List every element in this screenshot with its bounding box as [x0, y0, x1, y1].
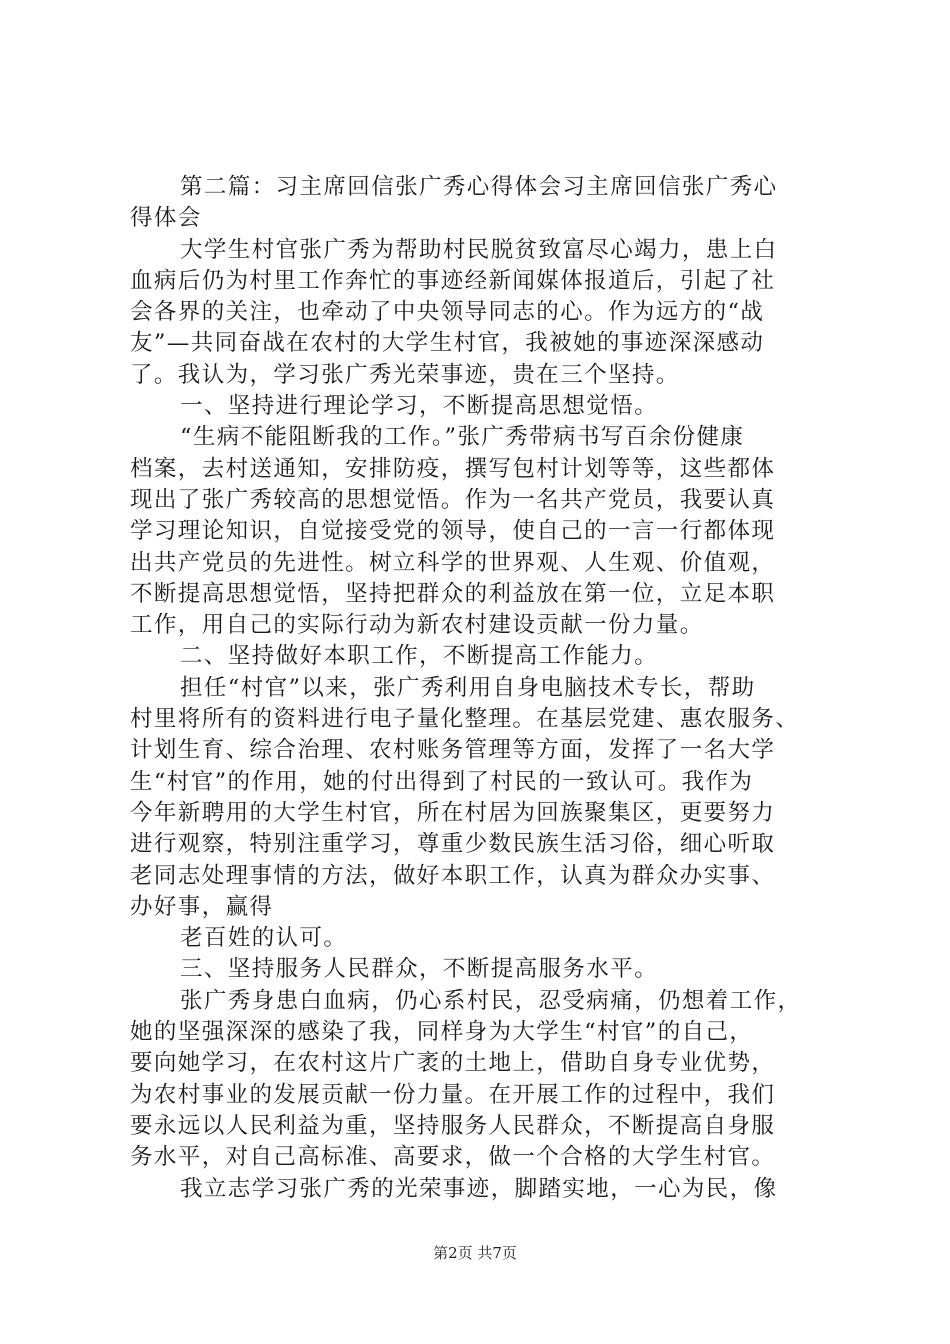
- paragraph-line: 务水平，对自己高标准、高要求，做一个合格的大学生村官。: [130, 1144, 776, 1171]
- paragraph-line: 老百姓的认可。: [180, 925, 348, 952]
- point-heading-2: 二、坚持做好本职工作，不断提高工作能力。: [180, 643, 659, 670]
- paragraph-line: 档案，去村送通知，安排防疫，撰写包村计划等等，这些都体: [130, 455, 776, 482]
- document-body: [130, 172, 832, 1205]
- point-heading-3: 三、坚持服务人民群众，不断提高服务水平。: [180, 956, 659, 983]
- paragraph-line: 学习理论知识，自觉接受党的领导，使自己的一言一行都体现: [130, 518, 776, 545]
- paragraph-line: 生“村官”的作用，她的付出得到了村民的一致认可。我作为: [130, 768, 754, 795]
- paragraph-line: 老同志处理事情的方法，做好本职工作，认真为群众办实事、: [130, 862, 776, 889]
- paragraph-line: 她的坚强深深的感染了我，同样身为大学生“村官”的自己，: [130, 1019, 754, 1046]
- paragraph-line: 我立志学习张广秀的光荣事迹，脚踏实地，一心为民，像: [180, 1175, 778, 1202]
- paragraph-line: 不断提高思想觉悟，坚持把群众的利益放在第一位，立足本职: [130, 580, 776, 607]
- paragraph-line: 会各界的关注，也牵动了中央领导同志的心。作为远方的“战: [130, 299, 765, 326]
- paragraph-line: 了。我认为，学习张广秀光荣事迹，贵在三个坚持。: [130, 361, 680, 388]
- page-number-footer: 第2页 共7页: [433, 1244, 517, 1262]
- paragraph-line: 现出了张广秀较高的思想觉悟。作为一名共产党员，我要认真: [130, 486, 776, 513]
- section-heading: 第二篇：习主席回信张广秀心得体会习主席回信张广秀心: [180, 174, 778, 200]
- section-heading-continued: 得体会: [130, 205, 202, 232]
- paragraph-line: 计划生育、综合治理、农村账务管理等方面，发挥了一名大学: [130, 737, 776, 764]
- paragraph-line: 村里将所有的资料进行电子量化整理。在基层党建、惠农服务、: [130, 706, 800, 733]
- paragraph-line: 办好事，赢得: [130, 893, 274, 920]
- paragraph-line: 工作，用自己的实际行动为新农村建设贡献一份力量。: [130, 612, 704, 639]
- paragraph-line: 要永远以人民利益为重，坚持服务人民群众，不断提高自身服: [130, 1112, 776, 1139]
- paragraph-line: 大学生村官张广秀为帮助村民脱贫致富尽心竭力，患上白: [180, 236, 778, 263]
- paragraph-line: 担任“村官”以来，张广秀利用自身电脑技术专长，帮助: [180, 674, 756, 701]
- point-heading-1: 一、坚持进行理论学习，不断提高思想觉悟。: [180, 393, 659, 420]
- paragraph-line: 为农村事业的发展贡献一份力量。在开展工作的过程中，我们: [130, 1081, 776, 1108]
- paragraph-line: 今年新聘用的大学生村官，所在村居为回族聚集区，更要努力: [130, 799, 776, 826]
- paragraph-line: 进行观察，特别注重学习，尊重少数民族生活习俗，细心听取: [130, 831, 776, 858]
- paragraph-line: 张广秀身患白血病，仍心系村民，忍受病痛，仍想着工作，: [180, 987, 802, 1014]
- paragraph-line: 友”—共同奋战在农村的大学生村官，我被她的事迹深深感动: [130, 330, 765, 357]
- paragraph-line: 要向她学习，在农村这片广袤的土地上，借助自身专业优势，: [130, 1050, 776, 1077]
- paragraph-line: 血病后仍为村里工作奔忙的事迹经新闻媒体报道后，引起了社: [130, 267, 776, 294]
- paragraph-line: “生病不能阻断我的工作。”张广秀带病书写百余份健康: [180, 424, 745, 451]
- paragraph-line: 出共产党员的先进性。树立科学的世界观、人生观、价值观，: [130, 549, 776, 576]
